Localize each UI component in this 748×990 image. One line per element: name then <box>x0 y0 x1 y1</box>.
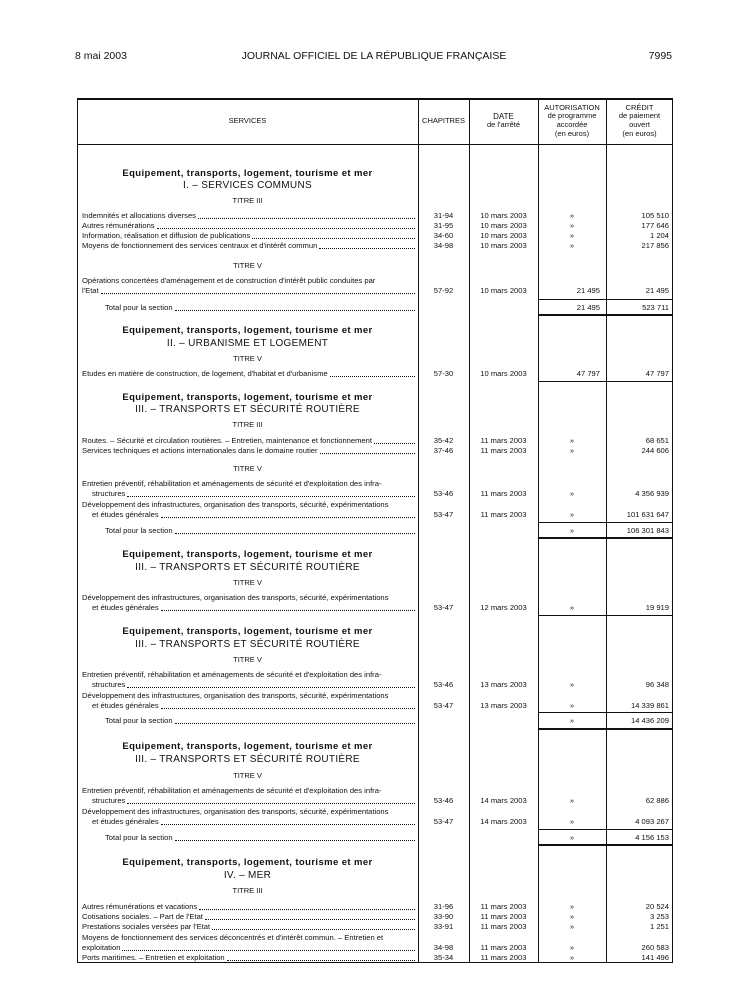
total-row-label <box>105 716 415 726</box>
col-header-label: CHAPITRES <box>422 115 465 125</box>
title-heading: TITRE V <box>233 464 262 473</box>
title-heading: TITRE V <box>233 655 262 664</box>
row-label-text: structures <box>92 796 126 805</box>
ministry-heading: Equipement, transports, logement, tourisme et mer <box>122 741 373 752</box>
row-nil: » <box>569 902 575 911</box>
row-label-text: Opérations concertées d'aménagement et de construction d'intérêt public conduites par <box>82 276 376 285</box>
total-row-label <box>105 526 415 536</box>
row-chapter: 53-47 <box>433 510 454 519</box>
row-credit: 177 646 <box>641 221 669 230</box>
row-date: 11 mars 2003 <box>480 912 527 921</box>
table-row-label <box>82 231 415 241</box>
total-authorisation: 21 495 <box>576 303 600 312</box>
section-heading: III. – TRANSPORTS ET SÉCURITÉ ROUTIÈRE <box>135 754 360 765</box>
table-row-label <box>82 902 415 912</box>
table-row-label <box>82 922 415 932</box>
col-header-label: de l'arrêté <box>486 120 521 130</box>
row-credit: 1 251 <box>649 922 669 931</box>
title-heading: TITRE III <box>232 886 263 895</box>
row-nil: » <box>569 211 575 220</box>
total-nil: » <box>569 526 575 535</box>
row-date: 10 mars 2003 <box>480 241 527 250</box>
total-credit: 14 436 209 <box>630 716 669 725</box>
total-row-label <box>105 833 415 843</box>
col-header-label: de programme <box>547 111 597 121</box>
row-label-text: Ports maritimes. – Entretien et exploitation <box>82 953 225 962</box>
row-credit: 4 356 939 <box>635 489 669 498</box>
col-divider <box>77 98 78 963</box>
row-chapter: 34-98 <box>433 943 454 952</box>
col-header-chapitres <box>418 98 469 144</box>
col-header-label: (en euros) <box>554 128 590 138</box>
ministry-heading: Equipement, transports, logement, tourisme et mer <box>122 168 373 179</box>
row-credit: 217 856 <box>641 241 669 250</box>
row-label-text: et études générales <box>92 817 159 826</box>
row-nil: » <box>569 796 575 805</box>
row-chapter: 33-91 <box>433 922 454 931</box>
row-label-text: structures <box>92 489 126 498</box>
total-rule <box>538 712 673 713</box>
row-label-text: Entretien préventif, réhabilitation et aménagements de sécurité et d'exploitation des infra- <box>82 786 382 795</box>
row-label-text: Information, réalisation et diffusion de publications <box>82 231 251 240</box>
table-row-label <box>82 933 415 953</box>
row-date: 14 mars 2003 <box>480 796 527 805</box>
row-chapter: 34-60 <box>433 231 454 240</box>
row-date: 13 mars 2003 <box>480 680 527 689</box>
row-credit: 141 496 <box>641 953 669 962</box>
row-nil: » <box>569 241 575 250</box>
row-credit: 101 631 647 <box>626 510 669 519</box>
row-date: 11 mars 2003 <box>480 446 527 455</box>
row-credit: 14 339 861 <box>630 701 669 710</box>
table-row-label <box>82 912 415 922</box>
row-date: 10 mars 2003 <box>480 221 527 230</box>
row-nil: » <box>569 510 575 519</box>
section-heading: I. – SERVICES COMMUNS <box>183 180 312 191</box>
section-heading: III. – TRANSPORTS ET SÉCURITÉ ROUTIÈRE <box>135 404 360 415</box>
row-label-text: et études générales <box>92 603 159 612</box>
total-rule <box>538 381 673 382</box>
title-heading: TITRE V <box>233 354 262 363</box>
title-heading: TITRE V <box>233 578 262 587</box>
col-header-label: ouvert <box>629 120 650 129</box>
row-nil: » <box>569 221 575 230</box>
table-row-label <box>82 446 415 456</box>
row-label-text: Etudes en matière de construction, de logement, d'habitat et d'urbanisme <box>82 369 328 378</box>
section-heading: II. – URBANISME ET LOGEMENT <box>166 338 329 349</box>
row-credit: 62 886 <box>645 796 669 805</box>
row-nil: » <box>569 953 575 962</box>
row-label-text: et études générales <box>92 701 159 710</box>
table-row-label <box>82 479 415 499</box>
row-credit: 47 797 <box>645 369 669 378</box>
row-authorisation: 47 797 <box>576 369 600 378</box>
row-credit: 260 583 <box>641 943 669 952</box>
row-label-text: Développement des infrastructures, organisation des transports, sécurité, expérimentations <box>82 500 389 509</box>
total-rule <box>538 844 673 846</box>
row-chapter: 31-94 <box>433 211 454 220</box>
row-chapter: 53-46 <box>433 489 454 498</box>
row-label-text: Développement des infrastructures, organisation des transports, sécurité, expérimentations <box>82 807 389 816</box>
total-rule <box>538 728 673 730</box>
total-nil: » <box>569 716 575 725</box>
row-credit: 4 093 267 <box>635 817 669 826</box>
table-row-label <box>82 807 415 827</box>
total-rule <box>538 829 673 830</box>
row-chapter: 35-42 <box>433 436 454 445</box>
row-date: 11 mars 2003 <box>480 922 527 931</box>
ministry-heading: Equipement, transports, logement, tourisme et mer <box>122 549 373 560</box>
row-label-text: et études générales <box>92 510 159 519</box>
total-row-label <box>105 303 415 313</box>
header-rule <box>77 144 673 145</box>
col-header-label: AUTORISATION <box>544 102 600 112</box>
row-chapter: 37-46 <box>433 446 454 455</box>
row-nil: » <box>569 922 575 931</box>
row-label-text: Entretien préventif, réhabilitation et aménagements de sécurité et d'exploitation des infra- <box>82 479 382 488</box>
section-heading: III. – TRANSPORTS ET SÉCURITÉ ROUTIÈRE <box>135 639 360 650</box>
row-label-text: Moyens de fonctionnement des services déconcentrés et d'intérêt commun. – Entretien et <box>82 933 384 942</box>
row-date: 10 mars 2003 <box>480 286 527 295</box>
row-label-text: Autres rémunérations <box>82 221 155 230</box>
row-credit: 20 524 <box>645 902 669 911</box>
table-row-label <box>82 670 415 690</box>
table-row-label <box>82 500 415 520</box>
row-label-text: structures <box>92 680 126 689</box>
row-credit: 96 348 <box>645 680 669 689</box>
total-credit: 523 711 <box>642 303 669 312</box>
row-label-text: Routes. – Sécurité et circulation routières. – Entretien, maintenance et fonctionnement <box>82 436 372 445</box>
row-date: 11 mars 2003 <box>480 953 527 962</box>
row-label-text: Autres rémunérations et vacations <box>82 902 198 911</box>
total-credit: 106 301 843 <box>626 526 669 535</box>
row-chapter: 53-47 <box>433 603 454 612</box>
row-label-text: Total pour la section <box>105 716 173 725</box>
ministry-heading: Equipement, transports, logement, tourisme et mer <box>122 325 373 336</box>
row-chapter: 31-96 <box>433 902 454 911</box>
row-credit: 19 919 <box>645 603 669 612</box>
row-label-text: Total pour la section <box>105 303 173 312</box>
table-row-label <box>82 221 415 231</box>
row-chapter: 33-90 <box>433 912 454 921</box>
row-nil: » <box>569 446 575 455</box>
row-chapter: 35-34 <box>433 953 454 962</box>
table-row-label <box>82 276 415 296</box>
total-rule <box>538 537 673 539</box>
row-label-text: Services techniques et actions internationales dans le domaine routier <box>82 446 318 455</box>
col-header-label: DATE <box>493 112 514 122</box>
row-nil: » <box>569 817 575 826</box>
row-date: 10 mars 2003 <box>480 231 527 240</box>
row-nil: » <box>569 603 575 612</box>
row-label-text: Développement des infrastructures, organisation des transports, sécurité, expérimentations <box>82 593 389 602</box>
col-header-date <box>469 98 538 144</box>
row-credit: 244 606 <box>641 446 669 455</box>
table-row-label <box>82 436 415 446</box>
row-label-text: Total pour la section <box>105 526 173 535</box>
row-chapter: 53-46 <box>433 680 454 689</box>
col-header-label: accordée <box>556 120 588 129</box>
title-heading: TITRE III <box>232 420 263 429</box>
row-nil: » <box>569 701 575 710</box>
row-nil: » <box>569 436 575 445</box>
row-date: 11 mars 2003 <box>480 902 527 911</box>
row-date: 11 mars 2003 <box>480 436 527 445</box>
row-credit: 3 253 <box>649 912 669 921</box>
ministry-heading: Equipement, transports, logement, tourisme et mer <box>122 626 373 637</box>
total-rule <box>538 615 673 616</box>
row-label-text: Développement des infrastructures, organisation des transports, sécurité, expérimentations <box>82 691 389 700</box>
title-heading: TITRE III <box>232 196 263 205</box>
row-date: 10 mars 2003 <box>480 369 527 378</box>
table-row-label <box>82 953 415 963</box>
row-label-text: Cotisations sociales. – Part de l'Etat <box>82 912 203 921</box>
row-date: 10 mars 2003 <box>480 211 527 220</box>
row-label-text: l'Etat <box>82 286 99 295</box>
table-row-label <box>82 369 415 379</box>
col-divider <box>672 98 673 963</box>
row-chapter: 53-46 <box>433 796 454 805</box>
ministry-heading: Equipement, transports, logement, tourisme et mer <box>122 392 373 403</box>
row-authorisation: 21 495 <box>576 286 600 295</box>
row-nil: » <box>569 231 575 240</box>
total-nil: » <box>569 833 575 842</box>
page-number: 7995 <box>648 50 672 62</box>
row-chapter: 57-30 <box>433 369 454 378</box>
col-header-services <box>77 98 418 144</box>
row-date: 11 mars 2003 <box>480 489 527 498</box>
row-date: 11 mars 2003 <box>480 943 527 952</box>
col-header-label: de paiement <box>618 111 661 121</box>
header-title: JOURNAL OFFICIEL DE LA RÉPUBLIQUE FRANÇAISE <box>241 50 507 62</box>
table-row-label <box>82 593 415 613</box>
row-chapter: 31-95 <box>433 221 454 230</box>
table-row-label <box>82 691 415 711</box>
row-date: 14 mars 2003 <box>480 817 527 826</box>
total-rule <box>538 314 673 316</box>
row-label-text: Moyens de fonctionnement des services centraux et d'intérêt commun <box>82 241 318 250</box>
row-label-text: Indemnités et allocations diverses <box>82 211 196 220</box>
row-label-text: Total pour la section <box>105 833 173 842</box>
row-date: 12 mars 2003 <box>480 603 527 612</box>
col-header-label: SERVICES <box>228 115 267 125</box>
row-chapter: 34-98 <box>433 241 454 250</box>
total-credit: 4 156 153 <box>635 833 669 842</box>
row-date: 13 mars 2003 <box>480 701 527 710</box>
title-heading: TITRE V <box>233 261 262 270</box>
title-heading: TITRE V <box>233 771 262 780</box>
row-label-text: exploitation <box>82 943 121 952</box>
total-rule <box>538 522 673 523</box>
row-chapter: 57-92 <box>433 286 454 295</box>
appropriations-table <box>77 98 673 963</box>
ministry-heading: Equipement, transports, logement, tourisme et mer <box>122 857 373 868</box>
section-heading: IV. – MER <box>223 870 272 881</box>
row-chapter: 53-47 <box>433 817 454 826</box>
row-credit: 21 495 <box>645 286 669 295</box>
section-heading: III. – TRANSPORTS ET SÉCURITÉ ROUTIÈRE <box>135 562 360 573</box>
col-header-label: CRÉDIT <box>625 102 654 112</box>
row-label-text: Entretien préventif, réhabilitation et aménagements de sécurité et d'exploitation des infra- <box>82 670 382 679</box>
col-header-label: (en euros) <box>622 128 657 138</box>
row-nil: » <box>569 489 575 498</box>
row-credit: 105 510 <box>641 211 669 220</box>
header-date: 8 mai 2003 <box>75 50 127 62</box>
table-row-label <box>82 211 415 221</box>
col-header-credit <box>606 98 673 144</box>
row-nil: » <box>569 912 575 921</box>
row-nil: » <box>569 943 575 952</box>
row-nil: » <box>569 680 575 689</box>
row-chapter: 53-47 <box>433 701 454 710</box>
table-row-label <box>82 786 415 806</box>
table-row-label <box>82 241 415 251</box>
row-date: 11 mars 2003 <box>480 510 527 519</box>
col-header-autorisation <box>538 98 606 144</box>
row-credit: 1 204 <box>649 231 669 240</box>
row-credit: 68 651 <box>645 436 669 445</box>
total-rule <box>538 299 673 300</box>
row-label-text: Prestations sociales versées par l'Etat <box>82 922 211 931</box>
